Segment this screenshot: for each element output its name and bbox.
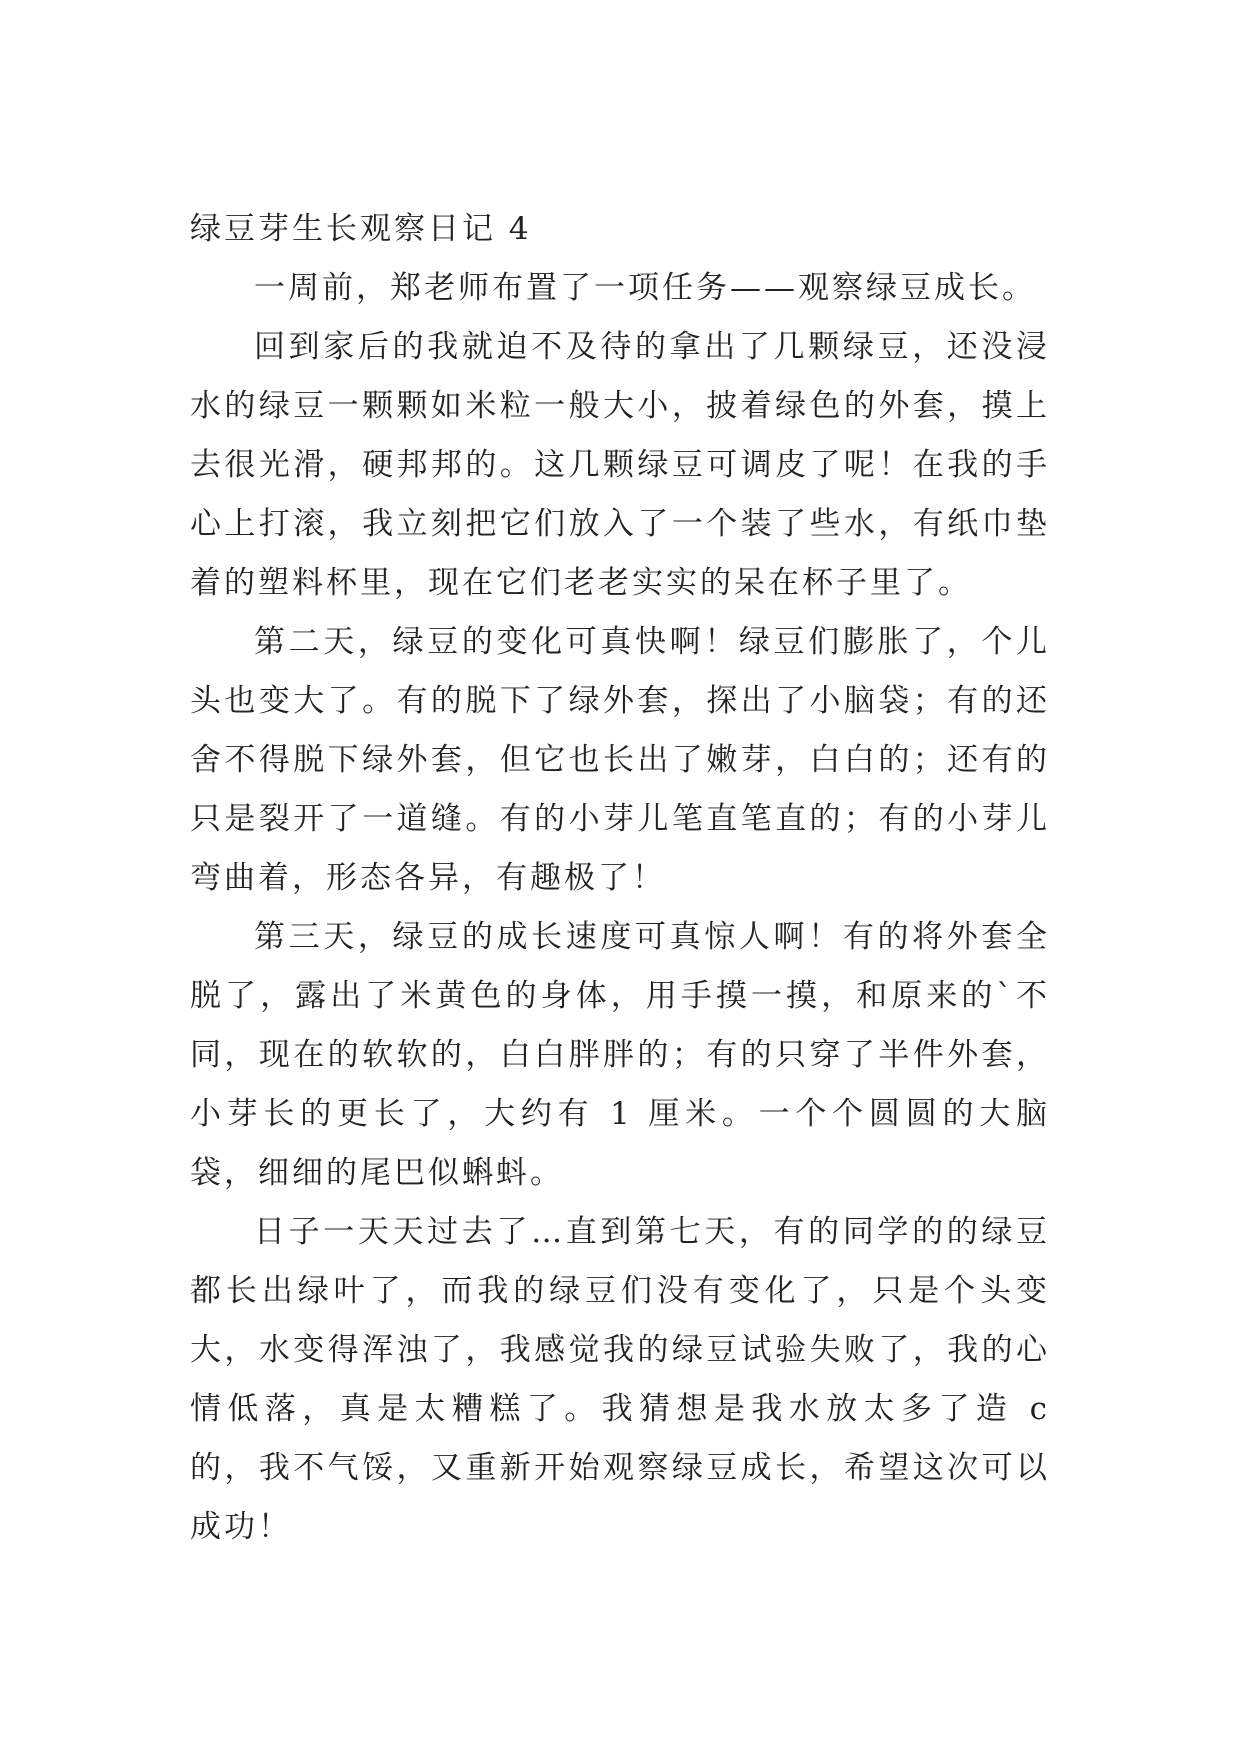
paragraph-day-seven: 日子一天天过去了…直到第七天，有的同学的的绿豆都长出绿叶了，而我的绿豆们没有变化了，只是个头变大，水变得浑浊了，我感觉我的绿豆试验失败了，我的心情低落，真是太糟糕了。我猜想是我水放太多了造 c 的，我不气馁，又重新开始观察绿豆成长，希望这次可以成功！ [190,1214,1050,1545]
paragraph-day-two: 第二天，绿豆的变化可真快啊！绿豆们膨胀了，个儿头也变大了。有的脱下了绿外套，探出了小脑袋；有的还舍不得脱下绿外套，但它也长出了嫩芽，白白的；还有的只是裂开了一道缝。有的小芽儿笔直笔直的；有的小芽儿弯曲着，形态各异，有趣极了！ [190,624,1050,896]
document-body [190,200,1050,1557]
paragraph-day-three: 第三天，绿豆的成长速度可真惊人啊！有的将外套全脱了，露出了米黄色的身体，用手摸一摸，和原来的`不同，现在的软软的，白白胖胖的；有的只穿了半件外套，小芽长的更长了，大约有 1 厘米。一个个圆圆的大脑袋，细细的尾巴似蝌蚪。 [190,919,1050,1191]
paragraph-day-one: 回到家后的我就迫不及待的拿出了几颗绿豆，还没浸水的绿豆一颗颗如米粒一般大小，披着绿色的外套，摸上去很光滑，硬邦邦的。这几颗绿豆可调皮了呢！在我的手心上打滚，我立刻把它们放入了一个装了些水，有纸巾垫着的塑料杯里，现在它们老老实实的呆在杯子里了。 [190,329,1050,601]
document-title: 绿豆芽生长观察日记 4 [190,211,532,247]
paragraph-intro: 一周前，郑老师布置了一项任务——观察绿豆成长。 [254,270,1036,306]
